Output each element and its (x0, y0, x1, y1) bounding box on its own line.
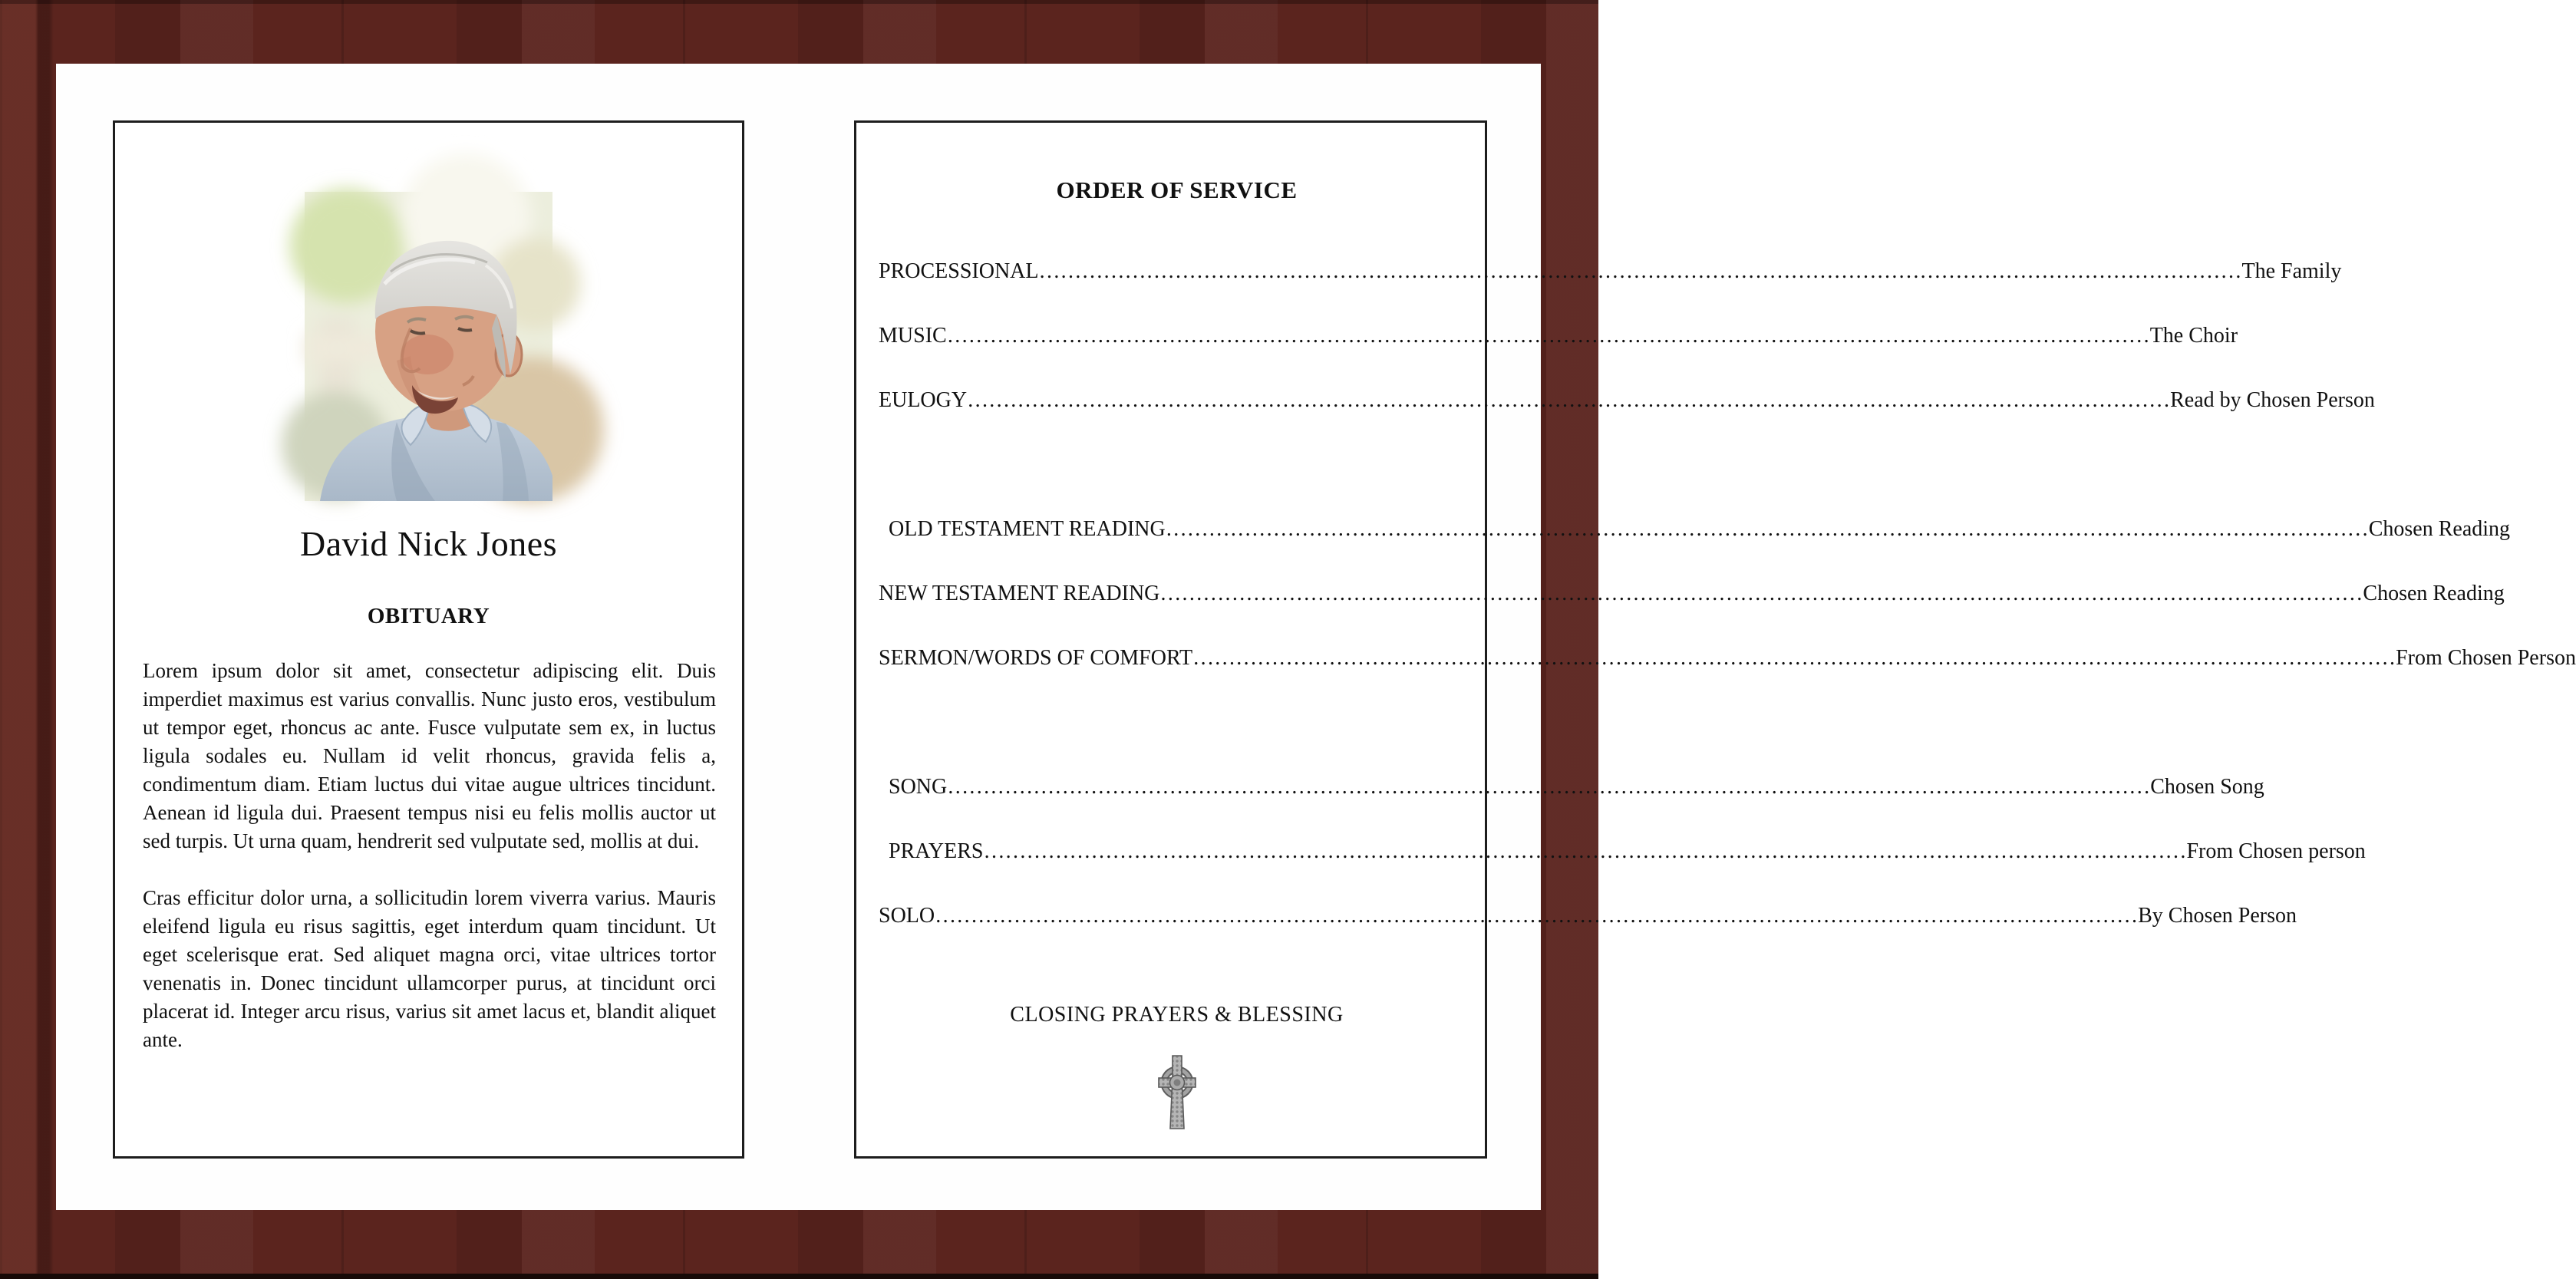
service-label: PROCESSIONAL (879, 259, 1039, 283)
closing-prayers-line: CLOSING PRAYERS & BLESSING (1010, 1003, 1344, 1027)
service-row-prayers (879, 839, 2366, 863)
obituary-panel (113, 120, 744, 1159)
dot-leader: …………………………………………………………………………………………………………………………………………………… (1165, 517, 2369, 541)
service-row-new-testament-reading (879, 582, 2505, 605)
dot-leader: …………………………………………………………………………………………………………………………………………………… (1159, 582, 2363, 605)
service-label: MUSIC (879, 324, 947, 348)
deceased-name: David Nick Jones (299, 524, 558, 563)
dot-leader: …………………………………………………………………………………………………………………………………………………… (1038, 259, 2242, 283)
obituary-body (143, 657, 716, 1054)
order-of-service-title: ORDER OF SERVICE (1056, 176, 1298, 203)
dot-leader: …………………………………………………………………………………………………………………………………………………… (983, 839, 2187, 863)
dot-leader: …………………………………………………………………………………………………………………………………………………… (1192, 646, 2396, 670)
service-value: Chosen Song (2150, 775, 2264, 799)
obituary-heading: OBITUARY (367, 604, 490, 628)
service-row-song (879, 775, 2264, 799)
service-value: Chosen Reading (2363, 582, 2505, 605)
service-label: OLD TESTAMENT READING (889, 517, 1166, 541)
dot-leader: …………………………………………………………………………………………………………………………………………………… (967, 388, 2171, 412)
service-row-solo (879, 904, 2297, 928)
service-row-music (879, 324, 2238, 348)
celtic-cross-icon (1156, 1054, 1198, 1133)
service-label: NEW TESTAMENT READING (879, 582, 1160, 605)
service-value: By Chosen Person (2138, 904, 2297, 928)
program-sheet (56, 64, 2576, 1210)
service-label: SERMON/WORDS OF COMFORT (879, 646, 1193, 670)
order-of-service-panel (854, 120, 2576, 1159)
obituary-paragraph: Cras efficitur dolor urna, a sollicitudin lorem viverra varius. Mauris eleifend ligula eu risus sagittis, eget interdum quam tincidunt. Ut eget scelerisque erat. Sed aliquet magna orci, vitae ultrices tortor venenatis in. Donec tincidunt ullamcorper purus, at tincidunt orci placerat id. Integer arcu risus, varius sit amet lacus et, blandit aliquet ante. (143, 886, 716, 1051)
service-value: Read by Chosen Person (2170, 388, 2375, 412)
dot-leader: …………………………………………………………………………………………………………………………………………………… (946, 324, 2150, 348)
service-value: From Chosen person (2186, 839, 2366, 863)
service-row-eulogy (879, 388, 2375, 412)
service-label: PRAYERS (889, 839, 984, 863)
portrait-photo (305, 192, 552, 501)
service-label: SOLO (879, 904, 935, 928)
service-value: The Choir (2149, 324, 2238, 348)
service-row-old-testament-reading (879, 517, 2511, 541)
service-label: SONG (889, 775, 948, 799)
service-value: The Family (2241, 259, 2342, 283)
service-row-sermon (879, 646, 2576, 670)
dot-leader: …………………………………………………………………………………………………………………………………………………… (947, 775, 2151, 799)
obituary-paragraph: Lorem ipsum dolor sit amet, consectetur adipiscing elit. Duis imperdiet maximus est varius convallis. Nunc justo eros, vestibulum ut tempor eget, rhoncus ac ante. Fusce vulputate sem ex, in luctus ligula sodales eu. Nullam id velit rhoncus, gravida felis a, condimentum diam. Etiam luctus dui vitae augue ultrices tincidunt. Aenean id ligula dui. Praesent tempus nisi eu felis mollis auctor ut sed turpis. Ut urna quam, hendrerit sed vulputate sed, mollis at dui. (143, 659, 716, 852)
dot-leader: …………………………………………………………………………………………………………………………………………………… (935, 904, 2139, 928)
service-label: EULOGY (879, 388, 968, 412)
service-row-processional (879, 259, 2342, 283)
service-value: Chosen Reading (2368, 517, 2511, 541)
service-value: From Chosen Person (2396, 646, 2576, 670)
